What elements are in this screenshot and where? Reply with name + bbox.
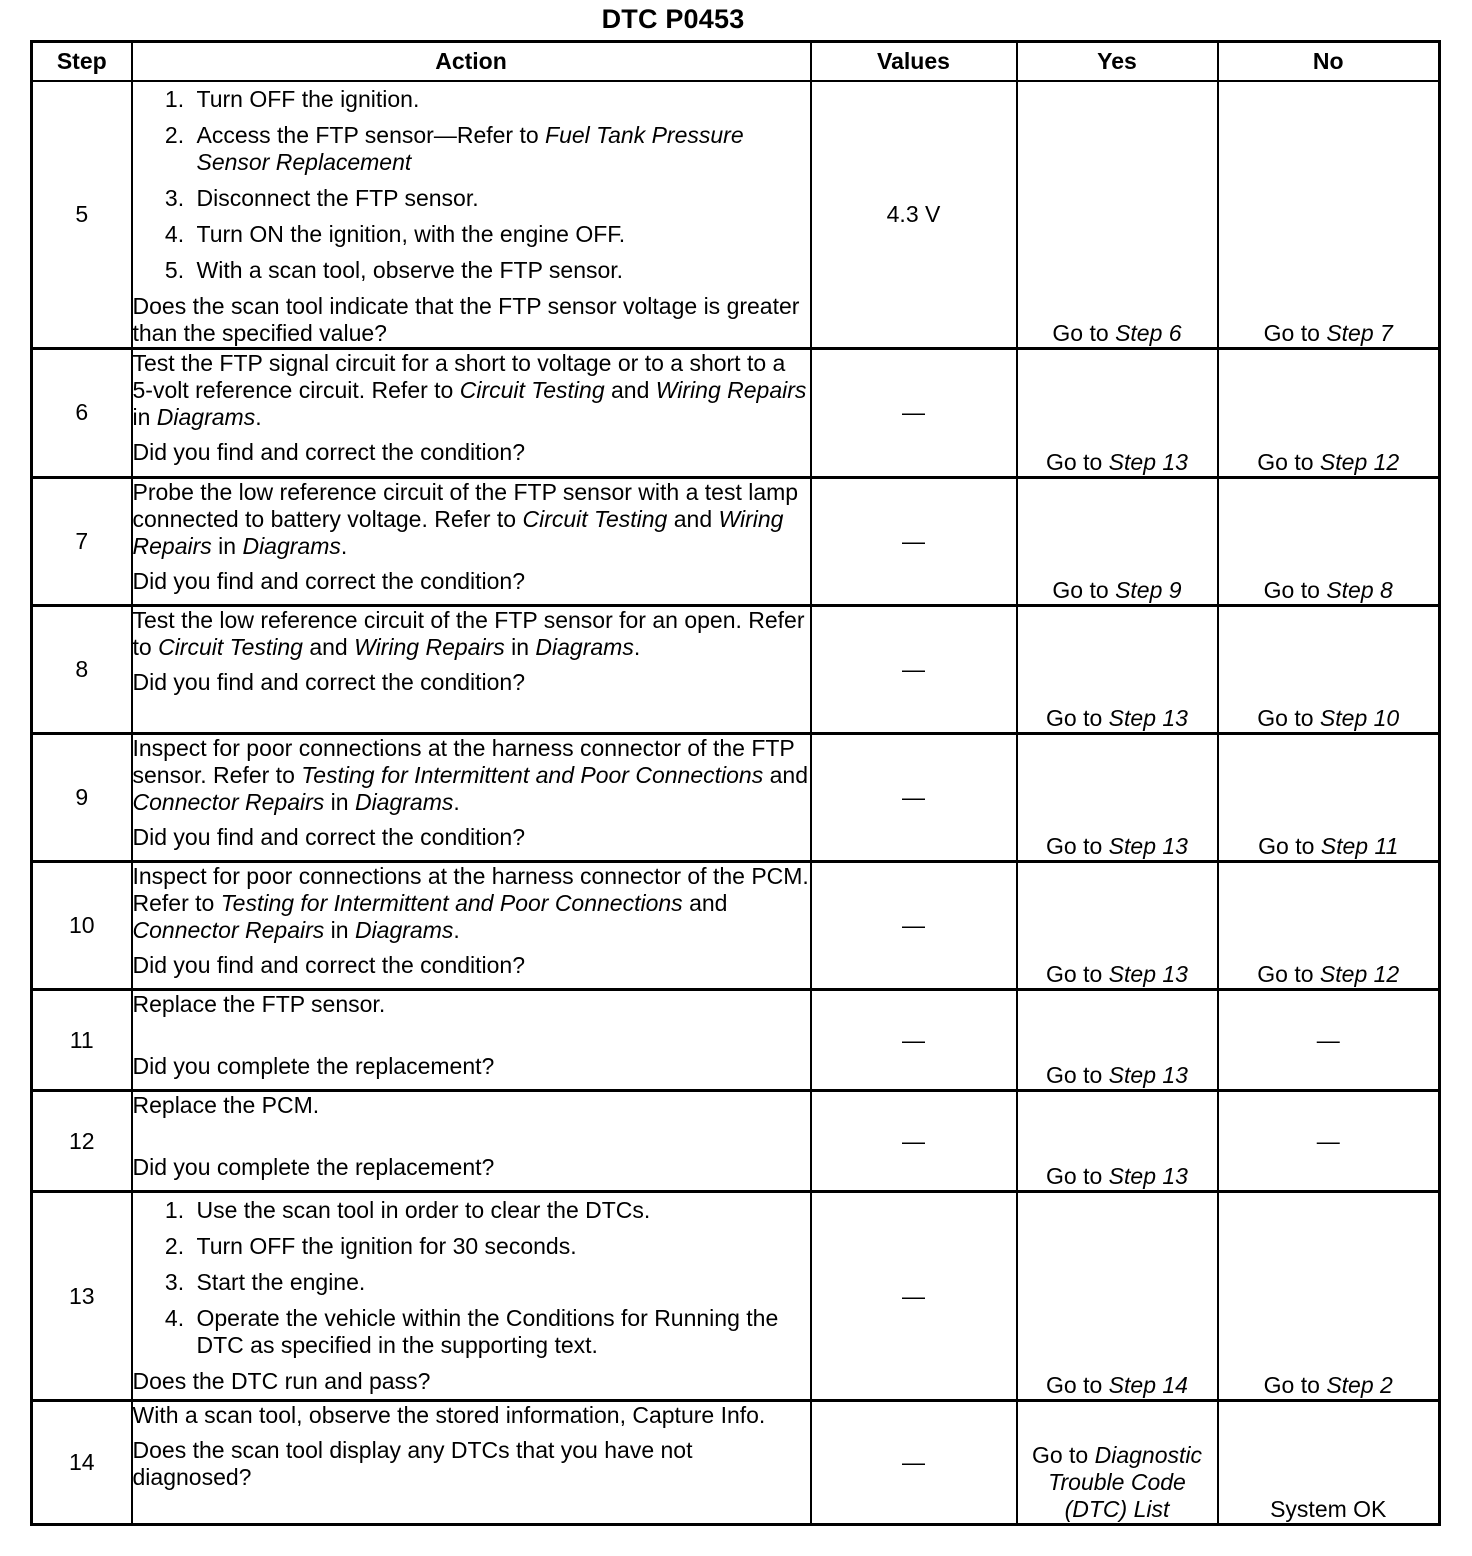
no-link[interactable]: Go to Step 7 <box>1218 81 1440 349</box>
action-list-item: 2. Turn OFF the ignition for 30 seconds. <box>191 1233 810 1260</box>
page-title: DTC P0453 <box>601 4 745 34</box>
action-cell <box>132 81 811 349</box>
yes-link[interactable]: Go to Step 13 <box>1017 990 1218 1091</box>
table-row <box>32 1091 1440 1192</box>
value-cell: — <box>811 1192 1017 1400</box>
action-question: Did you find and correct the condition? <box>132 668 526 695</box>
action-list <box>133 1197 810 1359</box>
action-cell <box>132 477 811 605</box>
table-row <box>32 1192 1440 1400</box>
no-value: — <box>1218 1091 1440 1192</box>
table-row <box>32 81 1440 349</box>
action-text: Inspect for poor connections at the harness connector of the PCM. Refer to Testing for Intermittent and Poor Connections and Connector Repairs in Diagrams. <box>132 863 809 944</box>
header-row <box>32 42 1440 82</box>
step-number: 14 <box>32 1400 132 1524</box>
value-cell: — <box>811 349 1017 477</box>
yes-link[interactable]: Go to Step 6 <box>1017 81 1218 349</box>
action-text: Inspect for poor connections at the harness connector of the FTP sensor. Refer to Testing for Intermittent and Poor Connections and Connector Repairs in Diagrams. <box>132 734 808 815</box>
action-list-item: 1. Turn OFF the ignition. <box>191 86 810 113</box>
no-link[interactable]: Go to Step 12 <box>1218 862 1440 990</box>
step-number: 8 <box>32 605 132 733</box>
no-link[interactable]: Go to Step 2 <box>1218 1192 1440 1400</box>
action-list-item: 4. Turn ON the ignition, with the engine OFF. <box>191 221 810 248</box>
action-text: With a scan tool, observe the stored information, Capture Info. <box>132 1401 766 1428</box>
action-text: Test the low reference circuit of the FTP sensor for an open. Refer to Circuit Testing and Wiring Repairs in Diagrams. <box>132 606 805 660</box>
table-row <box>32 862 1440 990</box>
action-cell <box>132 990 811 1091</box>
table-row <box>32 477 1440 605</box>
value-cell: — <box>811 1091 1017 1192</box>
action-cell <box>132 1192 811 1400</box>
yes-link[interactable]: Go to Step 14 <box>1017 1192 1218 1400</box>
value-cell: — <box>811 862 1017 990</box>
action-list-item: 5. With a scan tool, observe the FTP sensor. <box>191 257 810 284</box>
action-question: Did you find and correct the condition? <box>132 439 526 466</box>
action-question: Does the DTC run and pass? <box>132 1368 431 1395</box>
yes-link[interactable]: Go to Step 9 <box>1017 477 1218 605</box>
no-link[interactable]: Go to Step 12 <box>1218 349 1440 477</box>
action-cell <box>132 605 811 733</box>
action-list-item: 2. Access the FTP sensor—Refer to Fuel Tank Pressure Sensor Replacement <box>191 122 810 176</box>
no-link[interactable]: Go to Step 10 <box>1218 605 1440 733</box>
action-question: Does the scan tool display any DTCs that you have not diagnosed? <box>132 1436 693 1490</box>
value-cell: — <box>811 733 1017 861</box>
action-question: Did you complete the replacement? <box>132 1154 495 1181</box>
action-list <box>133 86 810 284</box>
value-cell: — <box>811 605 1017 733</box>
action-question: Did you find and correct the condition? <box>132 567 526 594</box>
yes-link[interactable]: Go to Step 13 <box>1017 349 1218 477</box>
value-cell: 4.3 V <box>811 81 1017 349</box>
step-number: 13 <box>32 1192 132 1400</box>
header-action: Action <box>132 42 811 82</box>
header-step: Step <box>32 42 132 82</box>
yes-link[interactable]: Go to Step 13 <box>1017 605 1218 733</box>
dtc-table <box>30 40 1441 1526</box>
action-list-item: 4. Operate the vehicle within the Conditions for Running the DTC as specified in the supporting text. <box>191 1305 810 1359</box>
header-values: Values <box>811 42 1017 82</box>
action-question: Does the scan tool indicate that the FTP sensor voltage is greater than the specified value? <box>132 293 800 346</box>
header-yes: Yes <box>1017 42 1218 82</box>
step-number: 6 <box>32 349 132 477</box>
action-cell <box>132 349 811 477</box>
action-question: Did you find and correct the condition? <box>132 952 526 979</box>
header-no: No <box>1218 42 1440 82</box>
yes-link[interactable]: Go to Step 13 <box>1017 1091 1218 1192</box>
value-cell: — <box>811 1400 1017 1524</box>
step-number: 11 <box>32 990 132 1091</box>
no-link[interactable]: Go to Step 8 <box>1218 477 1440 605</box>
action-text: Test the FTP signal circuit for a short to voltage or to a short to a 5-volt reference circuit. Refer to Circuit Testing and Wiring Repairs in Diagrams. <box>132 350 807 431</box>
table-row <box>32 349 1440 477</box>
no-value: — <box>1218 990 1440 1091</box>
no-link[interactable]: Go to Step 11 <box>1218 733 1440 861</box>
action-question: Did you find and correct the condition? <box>132 823 526 850</box>
action-question: Did you complete the replacement? <box>132 1053 495 1080</box>
table-row <box>32 990 1440 1091</box>
action-list-item: 3. Disconnect the FTP sensor. <box>191 185 810 212</box>
step-number: 7 <box>32 477 132 605</box>
table-row <box>32 605 1440 733</box>
step-number: 5 <box>32 81 132 349</box>
yes-link[interactable]: Go to Step 13 <box>1017 733 1218 861</box>
action-cell <box>132 733 811 861</box>
action-text: Replace the PCM. <box>132 1092 320 1119</box>
action-list-item: 1. Use the scan tool in order to clear the DTCs. <box>191 1197 810 1224</box>
table-row <box>32 1400 1440 1524</box>
step-number: 9 <box>32 733 132 861</box>
action-list-item: 3. Start the engine. <box>191 1269 810 1296</box>
action-text: Probe the low reference circuit of the FTP sensor with a test lamp connected to battery voltage. Refer to Circuit Testing and Wiring Repairs in Diagrams. <box>132 478 799 559</box>
yes-link[interactable]: Go to Step 13 <box>1017 862 1218 990</box>
step-number: 12 <box>32 1091 132 1192</box>
table-row <box>32 733 1440 861</box>
value-cell: — <box>811 477 1017 605</box>
no-result: System OK <box>1218 1400 1440 1524</box>
action-cell <box>132 862 811 990</box>
value-cell: — <box>811 990 1017 1091</box>
action-cell <box>132 1091 811 1192</box>
yes-link[interactable]: Go to Diagnostic Trouble Code (DTC) List <box>1017 1400 1218 1524</box>
action-cell <box>132 1400 811 1524</box>
action-text: Replace the FTP sensor. <box>132 991 386 1018</box>
step-number: 10 <box>32 862 132 990</box>
